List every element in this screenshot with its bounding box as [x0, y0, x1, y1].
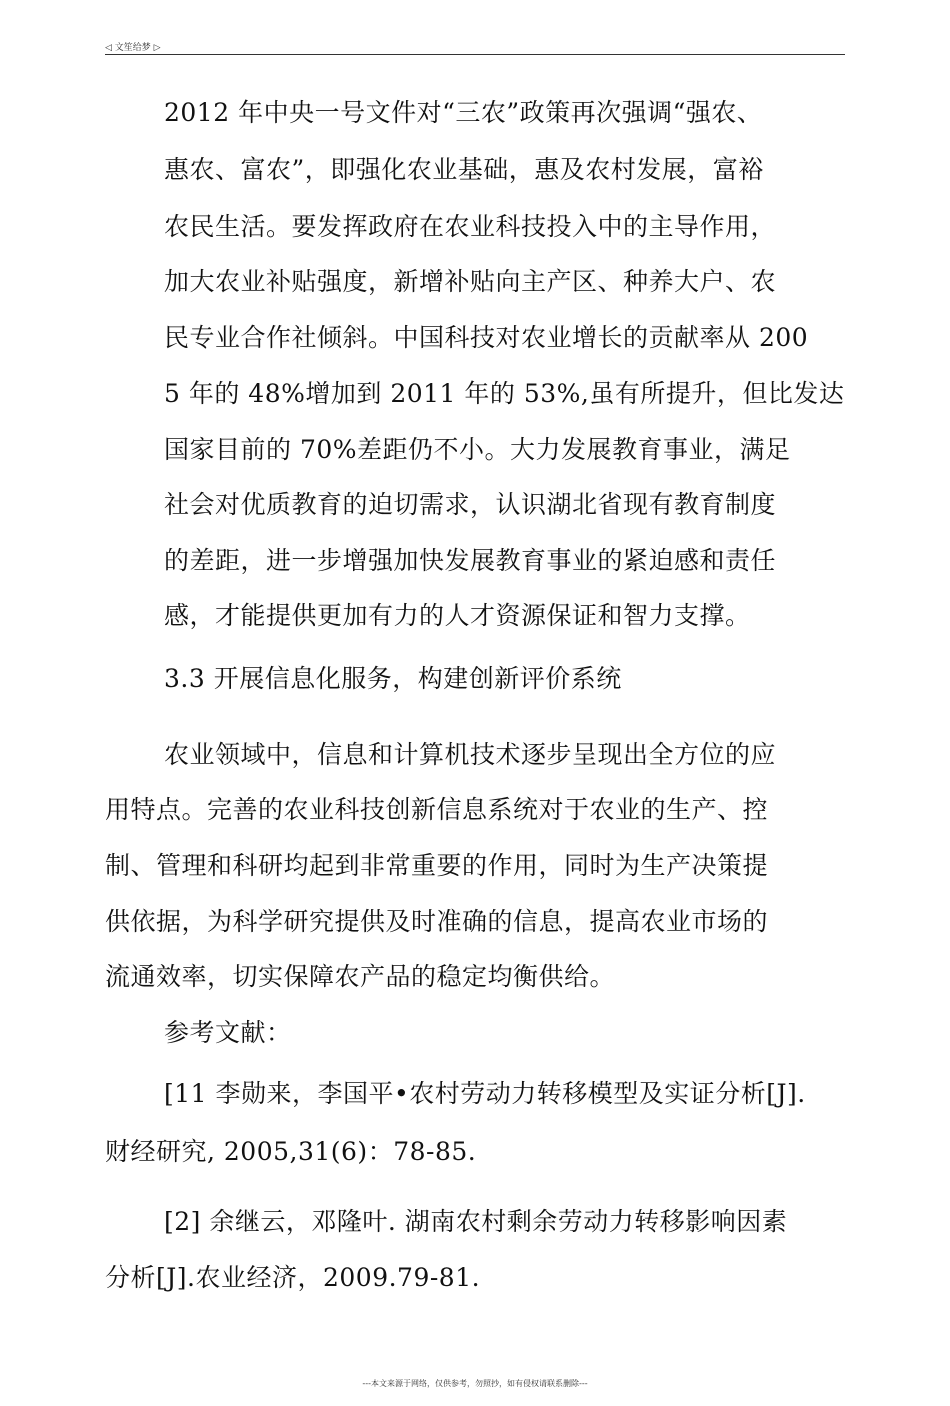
page-footer: ---本文来源于网络，仅供参考，勿照抄，如有侵权请联系删除---	[362, 1379, 588, 1388]
reference-line: 分析[J].农业经济，2009.79-81.	[105, 1263, 481, 1292]
text-line: 的差距，进一步增强加快发展教育事业的紧迫感和责任	[164, 546, 777, 575]
text-line: 农民生活。要发挥政府在农业科技投入中的主导作用，	[164, 212, 777, 241]
page-header	[105, 40, 845, 55]
header-mark: ◁ 文笙给梦 ▷	[105, 43, 161, 53]
reference-line: [2] 余继云，邓隆叶. 湖南农村剩余劳动力转移影响因素	[164, 1207, 788, 1236]
text-line: 感，才能提供更加有力的人才资源保证和智力支撑。	[164, 601, 751, 630]
text-line: 流通效率，切实保障农产品的稳定均衡供给。	[105, 962, 616, 991]
text-line: 用特点。完善的农业科技创新信息系统对于农业的生产、控	[105, 795, 769, 824]
text-line: 农业领域中，信息和计算机技术逐步呈现出全方位的应	[164, 740, 777, 769]
reference-line: [11 李勋来，李国平•农村劳动力转移模型及实证分析[J].	[164, 1079, 806, 1108]
section-heading: 3.3 开展信息化服务，构建创新评价系统	[164, 664, 622, 693]
text-line: 社会对优质教育的迫切需求，认识湖北省现有教育制度	[164, 490, 777, 519]
text-line: 加大农业补贴强度，新增补贴向主产区、种养大户、农	[164, 267, 777, 296]
text-line: 国家目前的 70%差距仍不小。大力发展教育事业，满足	[164, 435, 791, 464]
reference-line: 财经研究, 2005,31(6)：78-85.	[105, 1137, 477, 1166]
text-line: 5 年的 48%增加到 2011 年的 53%,虽有所提升，但比发达	[164, 379, 845, 408]
text-line: 供依据，为科学研究提供及时准确的信息，提高农业市场的	[105, 907, 769, 936]
references-title: 参考文献：	[164, 1018, 292, 1047]
text-line: 制、管理和科研均起到非常重要的作用，同时为生产决策提	[105, 851, 769, 880]
text-line: 民专业合作社倾斜。中国科技对农业增长的贡献率从 200	[164, 323, 809, 352]
text-line: 2012 年中央一号文件对“三农”政策再次强调“强农、	[164, 98, 763, 127]
text-line: 惠农、富农”，即强化农业基础，惠及农村发展，富裕	[164, 155, 764, 184]
